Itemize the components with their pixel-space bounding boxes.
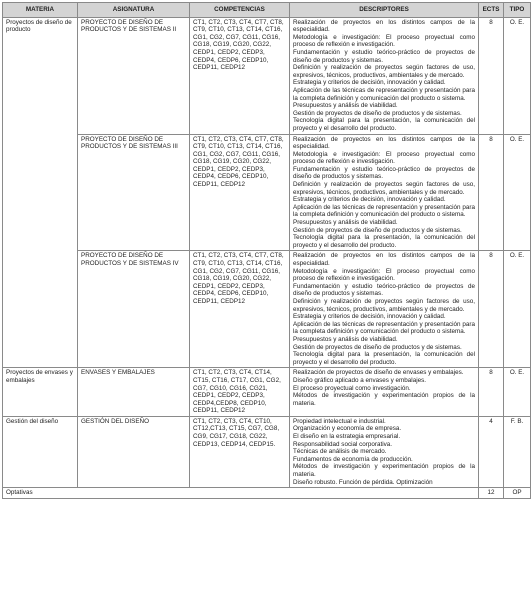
competencias-cell: CT1, CT2, CT3, CT4, CT7, CT8, CT9, CT10, CT13, CT14, CT16, CG1, CG2, CG7, CG11, CG16, CG18, CG19, CG20, CG22, CEDP1, CEDP2, CEDP3, CEDP4, CEDP6, CEDP10, CEDP11, CEDP12: [190, 17, 290, 134]
optativas-label: Optativas: [3, 488, 479, 499]
descriptor-item: Gestión de proyectos de diseño de productos y de sistemas.: [293, 226, 462, 234]
descriptor-item: Definición y realización de proyectos según factores de uso, expresivos, técnicos, productivos, ambientales y de mercado.: [293, 64, 475, 79]
header-asignatura: ASIGNATURA: [78, 3, 190, 18]
descriptor-item: Propiedad intelectual e industrial.: [293, 417, 386, 425]
descriptor-item: Metodología e investigación: El proceso proyectual como proceso de reflexión e investigación.: [293, 267, 475, 283]
descriptor-item: Estrategia y criterios de decisión, innovación y calidad.: [293, 196, 446, 204]
descriptor-item: Fundamentación y estudio teórico-práctico de proyectos de diseño de productos y sistemas.: [293, 282, 475, 298]
descriptores-cell: [290, 134, 479, 251]
descriptor-item: Presupuestos y análisis de viabilidad.: [293, 335, 398, 343]
header-ects: ECTS: [479, 3, 504, 18]
descriptor-item: Gestión de proyectos de diseño de productos y de sistemas.: [293, 343, 462, 351]
descriptor-item: Realización de proyectos en los distintos campos de la especialidad.: [293, 252, 475, 267]
optativas-tipo: OP: [504, 488, 531, 499]
tipo-cell: O. E.: [504, 251, 531, 368]
ects-cell: 8: [479, 251, 504, 368]
descriptor-item: Fundamentación y estudio teórico-práctico de proyectos de diseño de productos y sistemas.: [293, 165, 475, 181]
descriptor-item: Presupuestos y análisis de viabilidad.: [293, 102, 398, 110]
table-row: [3, 17, 531, 134]
table-row: [3, 134, 531, 251]
descriptor-item: El proceso proyectual como investigación.: [293, 384, 411, 392]
subjects-table: [2, 2, 531, 499]
asignatura-cell: GESTIÓN DEL DISEÑO: [78, 416, 190, 487]
descriptor-item: Fundamentos de economía de producción.: [293, 455, 413, 463]
table-row: [3, 368, 531, 417]
descriptor-item: El diseño en la estrategia empresarial.: [293, 433, 401, 441]
descriptor-item: Definición y realización de proyectos según factores de uso, expresivos, técnicos, productivos, ambientales y de mercado.: [293, 297, 475, 313]
descriptor-item: Metodología e investigación: El proceso proyectual como proceso de reflexión e investigación.: [293, 150, 475, 166]
asignatura-cell: ENVASES Y EMBALAJES: [78, 368, 190, 417]
materia-cell: Gestión del diseño: [3, 416, 78, 487]
descriptor-item: Tecnología digital para la presentación, la comunicación del proyecto y el desarrollo del producto.: [293, 234, 475, 249]
descriptor-item: Tecnología digital para la presentación, la comunicación del proyecto y el desarrollo del producto.: [293, 351, 475, 366]
descriptor-item: Aplicación de las técnicas de representación y presentación para la completa definición y comunicación del producto o sistema.: [293, 86, 475, 102]
descriptor-item: Tecnología digital para la presentación, la comunicación del proyecto y el desarrollo del producto.: [293, 117, 475, 132]
descriptor-item: Fundamentación y estudio teórico-práctico de proyectos de diseño de productos y sistemas.: [293, 48, 475, 64]
descriptores-cell: [290, 17, 479, 134]
competencias-cell: CT1, CT2, CT3, CT4, CT14, CT15, CT16, CT17, CG1, CG2, CG7, CG10, CG16, CG21, CEDP1, CEDP2, CEDP3, CEDP4,CEDP8, CEDP10, CEDP11, CEDP12: [190, 368, 290, 417]
materia-cell: Proyectos de envases y embalajes: [3, 368, 78, 417]
descriptor-item: Diseño robusto. Función de pérdida. Optimización: [293, 478, 433, 486]
table-body: [3, 17, 531, 488]
descriptores-cell: [290, 368, 479, 417]
ects-cell: 4: [479, 416, 504, 487]
descriptor-item: Definición y realización de proyectos según factores de uso, expresivos, técnicos, productivos, ambientales y de mercado.: [293, 181, 475, 196]
descriptor-item: Estrategia y criterios de decisión, innovación y calidad.: [293, 313, 446, 321]
table-header-row: [3, 3, 531, 18]
descriptor-item: Realización de proyectos en los distintos campos de la especialidad.: [293, 18, 475, 34]
competencias-cell: CT1, CT2, CT3, CT4, CT10, CT12,CT13, CT15, CG7, CG8, CG9, CG17, CG18, CG22, CEDP13, CEDP14, CEDP15.: [190, 416, 290, 487]
header-tipo: TIPO: [504, 3, 531, 18]
competencias-cell: CT1, CT2, CT3, CT4, CT7, CT8, CT9, CT10, CT13, CT14, CT16, CG1, CG2, CG7, CG11, CG16, CG18, CG19, CG20, CG22, CEDP1, CEDP2, CEDP3, CEDP4, CEDP6, CEDP10, CEDP11, CEDP12: [190, 251, 290, 368]
table-row: [3, 416, 531, 487]
header-competencias: COMPETENCIAS: [190, 3, 290, 18]
optativas-ects: 12: [479, 488, 504, 499]
ects-cell: 8: [479, 134, 504, 251]
tipo-cell: O. E.: [504, 368, 531, 417]
tipo-cell: O. E.: [504, 17, 531, 134]
descriptor-item: Organización y economía de empresa.: [293, 425, 402, 433]
materia-cell: Proyectos de diseño de producto: [3, 17, 78, 368]
descriptor-item: Métodos de investigación y experimentación propios de la materia.: [293, 392, 475, 407]
tipo-cell: O. E.: [504, 134, 531, 251]
asignatura-cell: PROYECTO DE DISEÑO DE PRODUCTOS Y DE SISTEMAS II: [78, 17, 190, 134]
descriptor-item: Estrategia y criterios de decisión, innovación y calidad.: [293, 79, 446, 87]
asignatura-cell: PROYECTO DE DISEÑO DE PRODUCTOS Y DE SISTEMAS IV: [78, 251, 190, 368]
descriptor-item: Aplicación de las técnicas de representación y presentación para la completa definición y comunicación del producto o sistema.: [293, 320, 475, 336]
descriptor-item: Realización de proyectos en los distintos campos de la especialidad.: [293, 135, 475, 151]
optativas-row: [3, 488, 531, 499]
table-row: [3, 251, 531, 368]
ects-cell: 8: [479, 368, 504, 417]
descriptor-item: Responsabilidad social corporativa.: [293, 440, 393, 448]
ects-cell: 8: [479, 17, 504, 134]
descriptor-item: Gestión de proyectos de diseño de productos y de sistemas.: [293, 109, 462, 117]
descriptores-cell: [290, 416, 479, 487]
descriptor-item: Aplicación de las técnicas de representación y presentación para la completa definición y comunicación del producto o sistema.: [293, 203, 475, 219]
descriptor-item: Realización de proyectos de diseño de envases y embalajes.: [293, 369, 464, 377]
asignatura-cell: PROYECTO DE DISEÑO DE PRODUCTOS Y DE SISTEMAS III: [78, 134, 190, 251]
header-descriptores: DESCRIPTORES: [290, 3, 479, 18]
competencias-cell: CT1, CT2, CT3, CT4, CT7, CT8, CT9, CT10, CT13, CT14, CT16, CG1, CG2, CG7, CG11, CG16, CG18, CG19, CG20, CG22, CEDP1, CEDP2, CEDP3, CEDP4, CEDP6, CEDP10, CEDP11, CEDP12: [190, 134, 290, 251]
descriptores-cell: [290, 251, 479, 368]
header-materia: MATERIA: [3, 3, 78, 18]
descriptor-item: Técnicas de análisis de mercado.: [293, 448, 387, 456]
tipo-cell: F. B.: [504, 416, 531, 487]
descriptor-item: Presupuestos y análisis de viabilidad.: [293, 219, 398, 227]
descriptor-item: Métodos de investigación y experimentación propios de la materia.: [293, 463, 475, 479]
descriptor-item: Metodología e investigación: El proceso proyectual como proceso de reflexión e investigación.: [293, 33, 475, 49]
descriptor-item: Diseño gráfico aplicado a envases y embalajes.: [293, 376, 427, 384]
